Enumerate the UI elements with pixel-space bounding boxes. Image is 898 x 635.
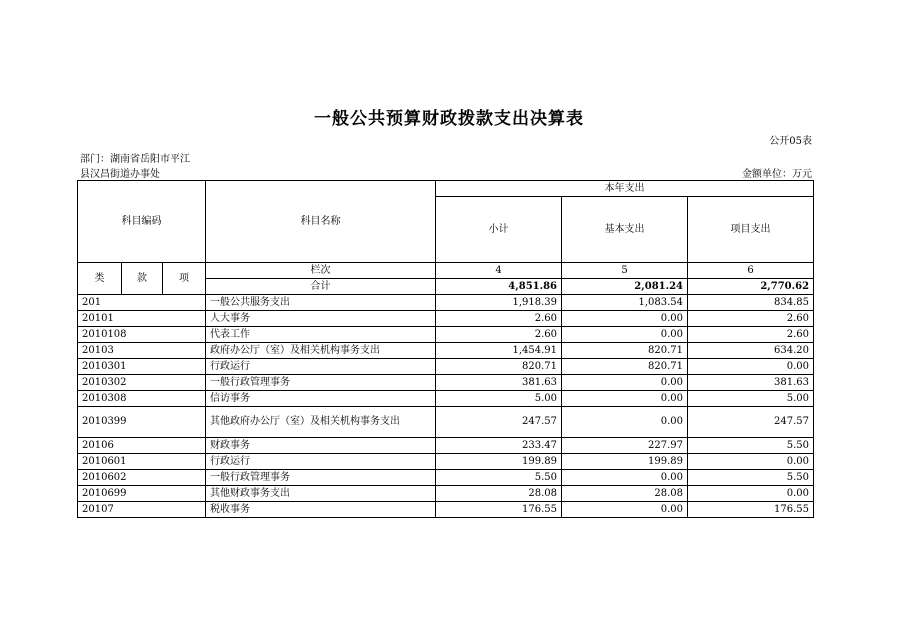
row-basic: 0.00 [562, 311, 688, 327]
row-name: 代表工作 [206, 327, 436, 343]
page-title: 一般公共预算财政拨款支出决算表 [314, 109, 584, 129]
row-project: 5.50 [688, 470, 814, 486]
row-code: 2010108 [78, 327, 206, 343]
table-row [78, 311, 814, 327]
row-subtotal: 5.00 [436, 391, 562, 407]
row-subtotal: 820.71 [436, 359, 562, 375]
row-name: 一般行政管理事务 [206, 375, 436, 391]
row-subtotal: 5.50 [436, 470, 562, 486]
header-subtotal: 小计 [436, 197, 562, 263]
department-line-2: 县汉昌街道办事处 [80, 169, 160, 180]
table-row [78, 343, 814, 359]
row-project: 834.85 [688, 295, 814, 311]
table-row [78, 486, 814, 502]
department-line-1: 部门：湖南省岳阳市平江 [80, 154, 190, 165]
row-name: 行政运行 [206, 359, 436, 375]
row-basic: 0.00 [562, 375, 688, 391]
row-subtotal: 247.57 [436, 407, 562, 438]
row-basic: 0.00 [562, 327, 688, 343]
row-subtotal: 28.08 [436, 486, 562, 502]
row-project: 0.00 [688, 454, 814, 470]
amount-unit: 金额单位：万元 [742, 169, 812, 180]
row-code: 2010308 [78, 391, 206, 407]
row-subtotal: 1,918.39 [436, 295, 562, 311]
table-row [78, 327, 814, 343]
row-code: 20106 [78, 438, 206, 454]
total-subtotal: 4,851.86 [436, 279, 562, 295]
row-name: 财政事务 [206, 438, 436, 454]
header-project: 项目支出 [688, 197, 814, 263]
row-name: 一般公共服务支出 [206, 295, 436, 311]
row-project: 381.63 [688, 375, 814, 391]
table-row [78, 502, 814, 518]
row-subtotal: 2.60 [436, 327, 562, 343]
row-name: 其他政府办公厅（室）及相关机构事务支出 [206, 407, 436, 438]
row-project: 0.00 [688, 359, 814, 375]
row-project: 247.57 [688, 407, 814, 438]
table-row [78, 470, 814, 486]
header-xiang: 项 [163, 263, 206, 295]
row-basic: 0.00 [562, 391, 688, 407]
column-number-label: 栏次 [206, 263, 436, 279]
row-code: 20101 [78, 311, 206, 327]
table-row [78, 454, 814, 470]
row-code: 2010602 [78, 470, 206, 486]
row-code: 201 [78, 295, 206, 311]
row-project: 634.20 [688, 343, 814, 359]
row-subtotal: 233.47 [436, 438, 562, 454]
row-basic: 0.00 [562, 407, 688, 438]
row-subtotal: 176.55 [436, 502, 562, 518]
row-code: 2010399 [78, 407, 206, 438]
row-basic: 0.00 [562, 502, 688, 518]
row-basic: 820.71 [562, 359, 688, 375]
table-row [78, 438, 814, 454]
header-code: 科目编码 [78, 181, 206, 263]
row-name: 行政运行 [206, 454, 436, 470]
row-subtotal: 381.63 [436, 375, 562, 391]
row-basic: 0.00 [562, 470, 688, 486]
row-project: 2.60 [688, 311, 814, 327]
row-subtotal: 2.60 [436, 311, 562, 327]
row-code: 2010601 [78, 454, 206, 470]
row-name: 信访事务 [206, 391, 436, 407]
row-basic: 820.71 [562, 343, 688, 359]
header-lei: 类 [78, 263, 122, 295]
total-project: 2,770.62 [688, 279, 814, 295]
header-kuan: 款 [122, 263, 163, 295]
row-subtotal: 199.89 [436, 454, 562, 470]
table-row [78, 375, 814, 391]
row-code: 2010699 [78, 486, 206, 502]
header-year-spend: 本年支出 [436, 181, 814, 197]
table-row [78, 359, 814, 375]
row-project: 5.00 [688, 391, 814, 407]
row-name: 一般行政管理事务 [206, 470, 436, 486]
row-name: 政府办公厅（室）及相关机构事务支出 [206, 343, 436, 359]
row-basic: 1,083.54 [562, 295, 688, 311]
column-number-6: 6 [688, 263, 814, 279]
table-row [78, 407, 814, 438]
header-name: 科目名称 [206, 181, 436, 263]
row-name: 人大事务 [206, 311, 436, 327]
row-project: 5.50 [688, 438, 814, 454]
form-number: 公开05表 [769, 136, 812, 147]
row-project: 176.55 [688, 502, 814, 518]
row-subtotal: 1,454.91 [436, 343, 562, 359]
row-name: 其他财政事务支出 [206, 486, 436, 502]
row-basic: 199.89 [562, 454, 688, 470]
header-basic: 基本支出 [562, 197, 688, 263]
row-project: 2.60 [688, 327, 814, 343]
row-name: 税收事务 [206, 502, 436, 518]
column-number-5: 5 [562, 263, 688, 279]
row-code: 20103 [78, 343, 206, 359]
column-number-4: 4 [436, 263, 562, 279]
total-label: 合计 [206, 279, 436, 295]
total-basic: 2,081.24 [562, 279, 688, 295]
row-basic: 28.08 [562, 486, 688, 502]
row-basic: 227.97 [562, 438, 688, 454]
row-code: 2010301 [78, 359, 206, 375]
expenditure-table [77, 180, 814, 518]
table-row [78, 391, 814, 407]
row-code: 2010302 [78, 375, 206, 391]
table-row [78, 295, 814, 311]
row-code: 20107 [78, 502, 206, 518]
row-project: 0.00 [688, 486, 814, 502]
